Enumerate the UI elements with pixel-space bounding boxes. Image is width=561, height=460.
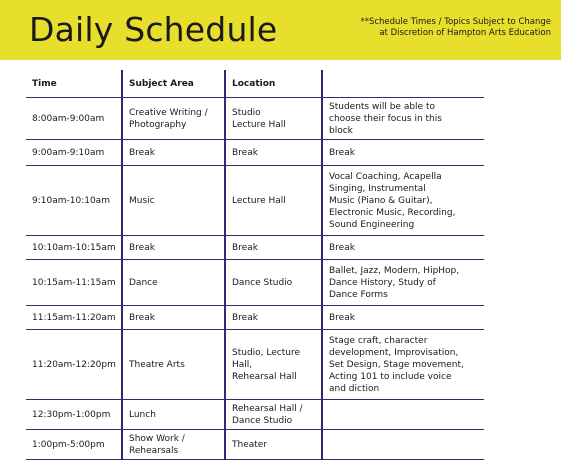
time-cell: 11:15am-11:20am — [26, 306, 122, 330]
table-row — [26, 98, 484, 140]
details-cell: Vocal Coaching, Acapella Singing, Instrumental Music (Piano & Guitar), Electronic Music, Recording, Sound Engineering — [322, 166, 484, 236]
details-cell: Break — [322, 306, 484, 330]
column-header-location: Location — [225, 70, 322, 98]
location-cell: Dance Studio — [225, 260, 322, 306]
location-cell: Theater — [225, 430, 322, 460]
time-cell: 8:00am-9:00am — [26, 98, 122, 140]
subject-cell: Lunch — [122, 400, 225, 430]
details-cell: Ballet, Jazz, Modern, HipHop, Dance History, Study of Dance Forms — [322, 260, 484, 306]
subject-cell: Show Work / Rehearsals — [122, 430, 225, 460]
time-cell: 10:10am-10:15am — [26, 236, 122, 260]
schedule-table — [26, 70, 484, 460]
time-cell: 9:10am-10:10am — [26, 166, 122, 236]
details-cell — [322, 400, 484, 430]
location-cell: Break — [225, 306, 322, 330]
table-header-row — [26, 70, 484, 98]
disclaimer-line-2: at Discretion of Hampton Arts Education — [379, 28, 551, 38]
time-cell: 9:00am-9:10am — [26, 140, 122, 166]
table-row — [26, 166, 484, 236]
details-cell: Students will be able to choose their focus in this block — [322, 98, 484, 140]
column-header-time: Time — [26, 70, 122, 98]
column-header-details — [322, 70, 484, 98]
subject-cell: Break — [122, 306, 225, 330]
time-cell: 11:20am-12:20pm — [26, 330, 122, 400]
subject-cell: Theatre Arts — [122, 330, 225, 400]
details-cell: Stage craft, character development, Improvisation, Set Design, Stage movement, Acting 101 to include voice and diction — [322, 330, 484, 400]
table-row — [26, 430, 484, 460]
subject-cell: Creative Writing / Photography — [122, 98, 225, 140]
subject-cell: Break — [122, 140, 225, 166]
location-cell: Break — [225, 140, 322, 166]
header-banner — [0, 0, 561, 60]
time-cell: 12:30pm-1:00pm — [26, 400, 122, 430]
schedule-disclaimer — [321, 17, 551, 39]
subject-cell: Music — [122, 166, 225, 236]
disclaimer-line-1: **Schedule Times / Topics Subject to Change — [360, 17, 551, 27]
details-cell — [322, 430, 484, 460]
table-row — [26, 330, 484, 400]
location-cell: Studio Lecture Hall — [225, 98, 322, 140]
location-cell: Rehearsal Hall / Dance Studio — [225, 400, 322, 430]
time-cell: 1:00pm-5:00pm — [26, 430, 122, 460]
page-title: Daily Schedule — [29, 10, 278, 49]
schedule-table-body — [26, 98, 484, 460]
table-row — [26, 140, 484, 166]
subject-cell: Break — [122, 236, 225, 260]
table-row — [26, 260, 484, 306]
location-cell: Studio, Lecture Hall, Rehearsal Hall — [225, 330, 322, 400]
table-row — [26, 236, 484, 260]
details-cell: Break — [322, 236, 484, 260]
location-cell: Break — [225, 236, 322, 260]
subject-cell: Dance — [122, 260, 225, 306]
location-cell: Lecture Hall — [225, 166, 322, 236]
table-row — [26, 400, 484, 430]
time-cell: 10:15am-11:15am — [26, 260, 122, 306]
column-header-subject: Subject Area — [122, 70, 225, 98]
table-row — [26, 306, 484, 330]
details-cell: Break — [322, 140, 484, 166]
